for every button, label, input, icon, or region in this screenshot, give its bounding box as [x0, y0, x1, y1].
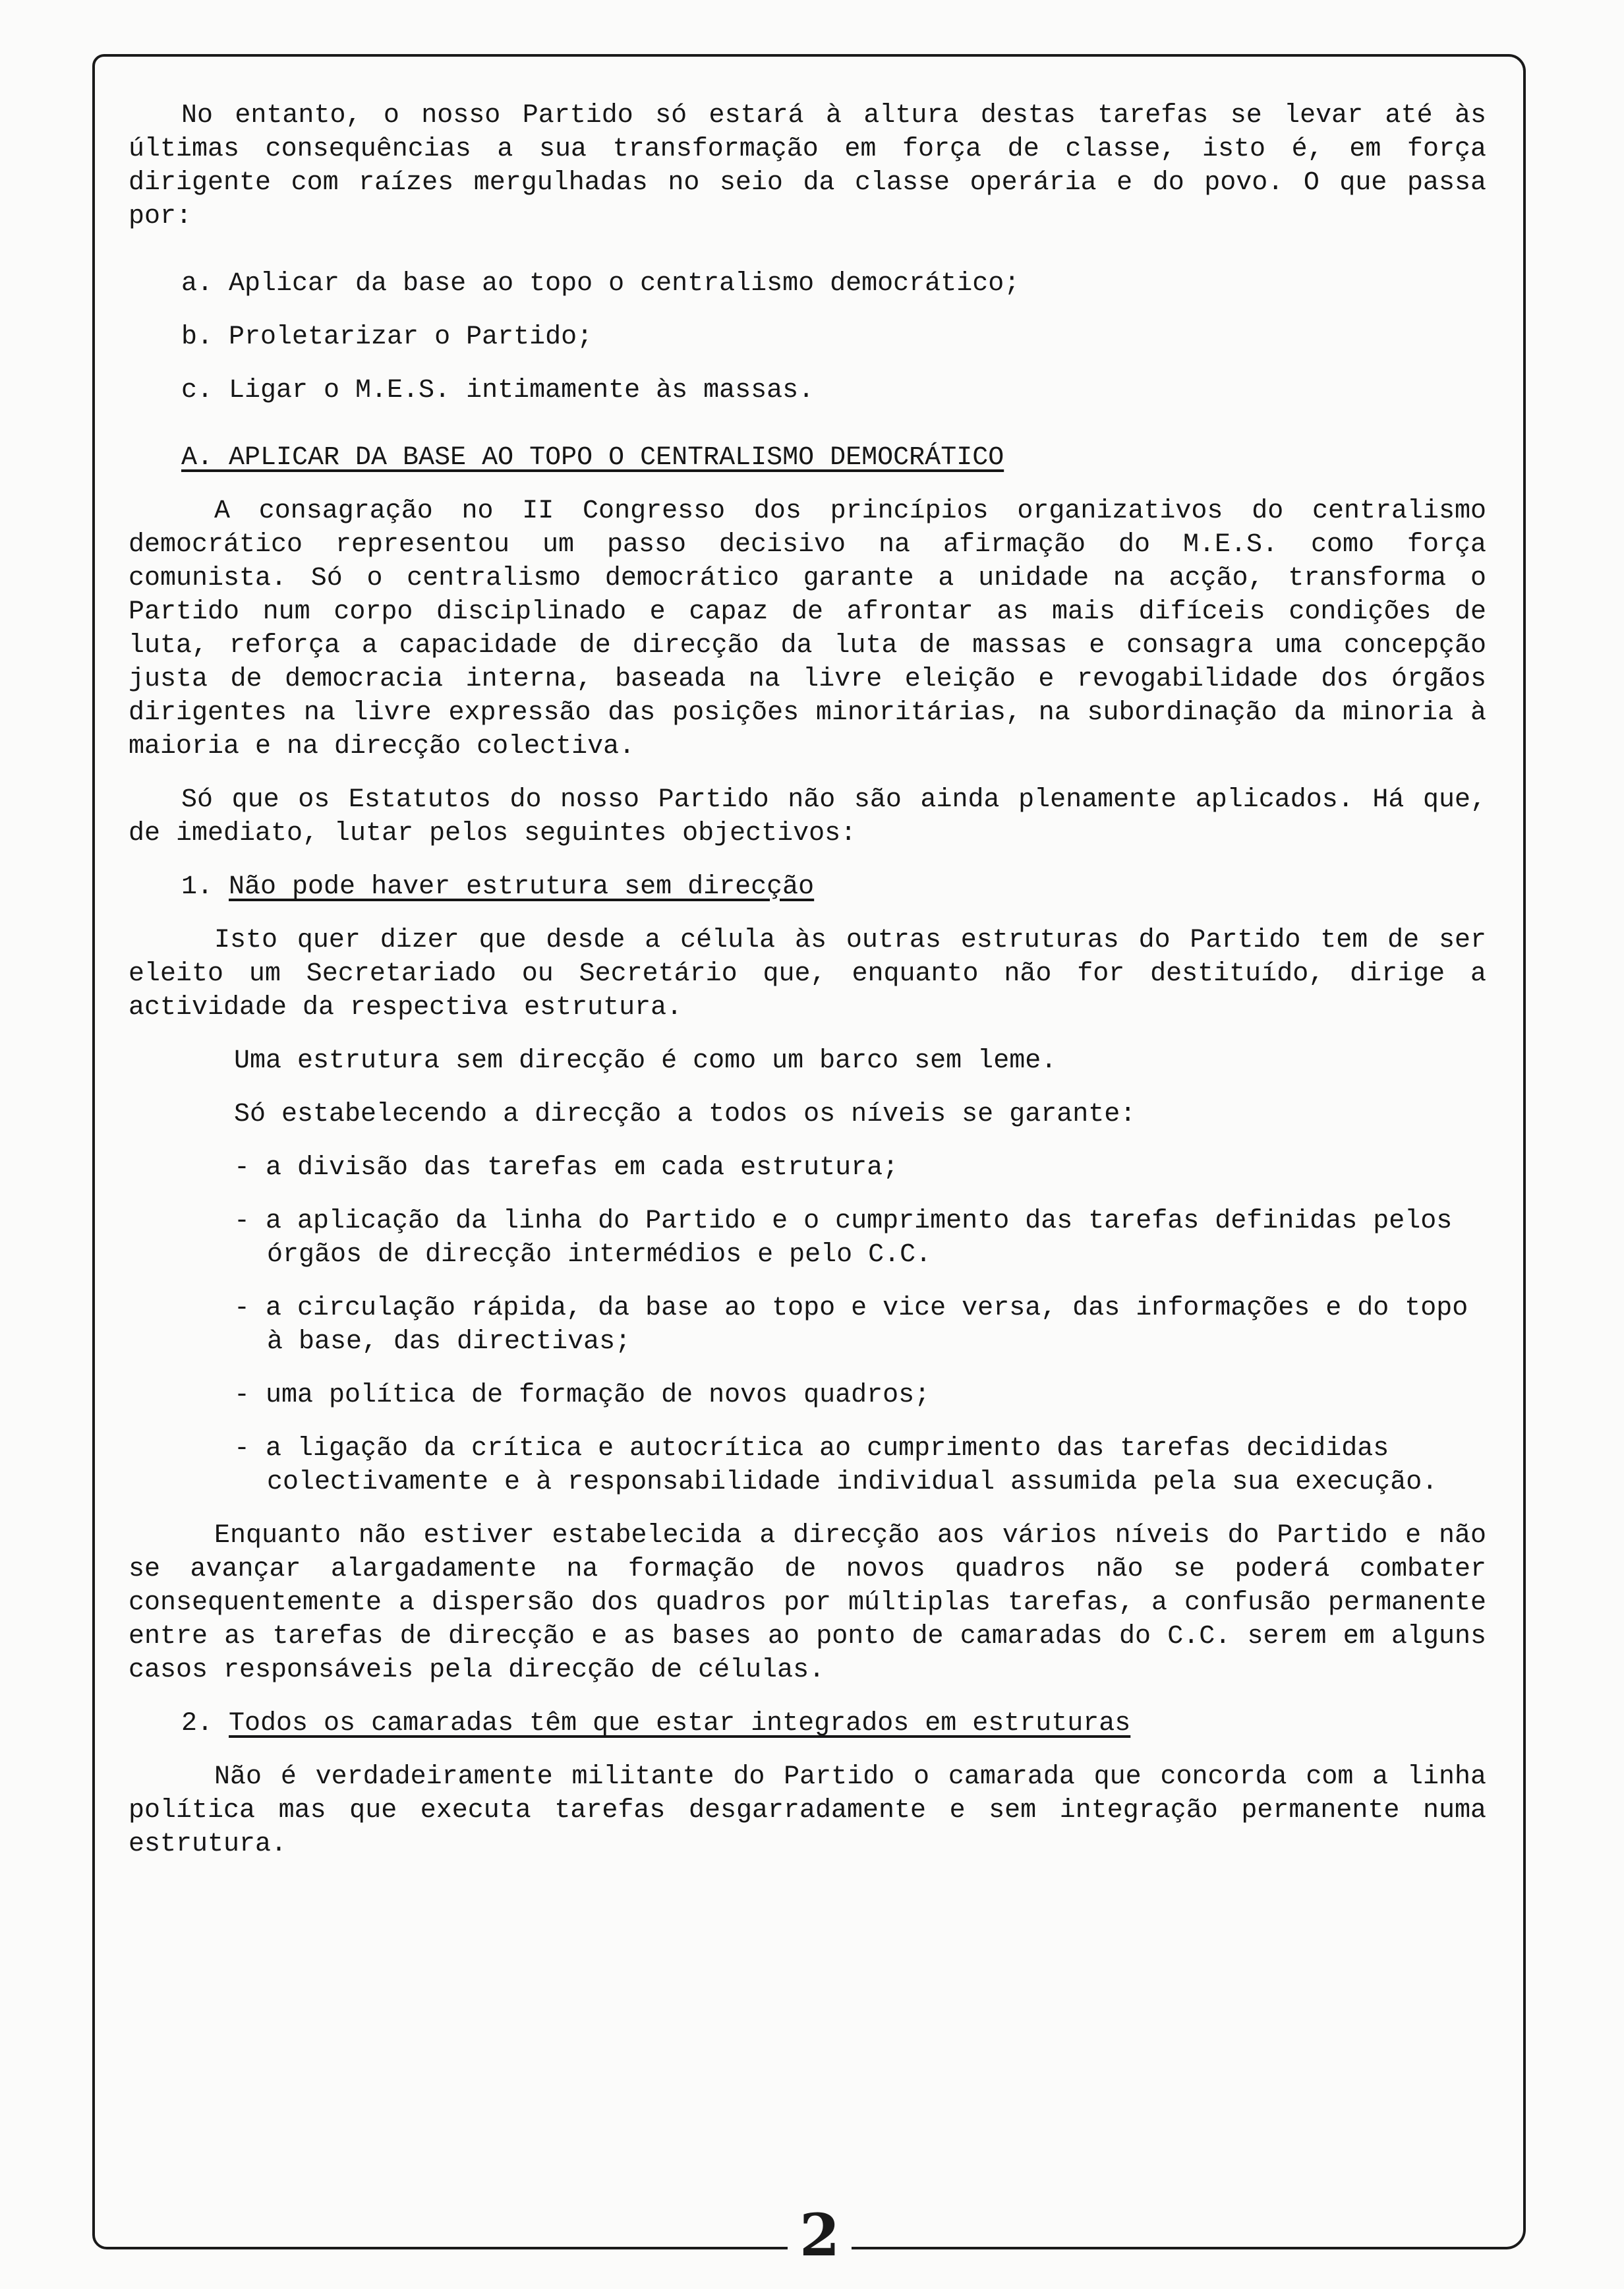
- objective-1-number: 1.: [181, 872, 214, 902]
- objective-1-heading: [129, 870, 1486, 904]
- task-item-b: b. Proletarizar o Partido;: [181, 322, 593, 352]
- objective-1-bullet-5: - a ligação da crítica e autocrítica ao cumprimento das tarefas decididas colectivamente e à responsabilidade individual assumida pela sua execução.: [234, 1434, 1438, 1497]
- objective-1-paragraph-3: Só estabelecendo a direcção a todos os níveis se garante:: [234, 1100, 1136, 1129]
- objective-2-heading: [129, 1707, 1486, 1740]
- section-a-heading-text: A. APLICAR DA BASE AO TOPO O CENTRALISMO DEMOCRÁTICO: [181, 443, 1004, 473]
- objective-1-paragraph-4: Enquanto não estiver estabelecida a direcção aos vários níveis do Partido e não se avançar alargadamente na formação de novos quadros não se poderá combater consequentemente a dispersão dos quadros por múltiplas tarefas, a confusão permanente entre as tarefas de direcção e as bases ao ponto de camaradas do C.C. serem em alguns casos responsáveis pela direcção de células.: [129, 1521, 1486, 1685]
- task-item-c: c. Ligar o M.E.S. intimamente às massas.: [181, 376, 815, 405]
- objective-2-number: 2.: [181, 1709, 214, 1739]
- section-a-heading: [129, 441, 1486, 475]
- objective-1-bullet-4: - uma política de formação de novos quadros;: [234, 1381, 931, 1410]
- page-number: 2: [788, 2202, 852, 2268]
- objective-1-paragraph-2: Uma estrutura sem direcção é como um barco sem leme.: [234, 1046, 1057, 1076]
- document-body: [129, 99, 1486, 1861]
- task-item-a: a. Aplicar da base ao topo o centralismo democrático;: [181, 269, 1020, 299]
- section-a-paragraph-2: Só que os Estatutos do nosso Partido não são ainda plenamente aplicados. Há que, de imediato, lutar pelos seguintes objectivos:: [129, 785, 1486, 848]
- objective-1-paragraph-1: Isto quer dizer que desde a célula às outras estruturas do Partido tem de ser eleito um Secretariado ou Secretário que, enquanto não for destituído, dirige a actividade da respectiva estrutura.: [129, 926, 1486, 1023]
- objective-1-bullet-2: - a aplicação da linha do Partido e o cumprimento das tarefas definidas pelos órgãos de direcção intermédios e pelo C.C.: [234, 1206, 1453, 1270]
- objective-2-title: Todos os camaradas têm que estar integrados em estruturas: [229, 1709, 1131, 1739]
- objective-1-bullet-3: - a circulação rápida, da base ao topo e vice versa, das informações e do topo à base, das directivas;: [234, 1293, 1468, 1357]
- section-a-paragraph-1: A consagração no II Congresso dos princípios organizativos do centralismo democrático representou um passo decisivo na afirmação do M.E.S. como força comunista. Só o centralismo democrático garante a unidade na acção, transforma o Partido num corpo disciplinado e capaz de afrontar as mais difíceis condições de luta, reforça a capacidade de direcção da luta de massas e consagra uma concepção justa de democracia interna, baseada na livre eleição e revogabilidade dos órgãos dirigentes na livre expressão das posições minoritárias, na subordinação da minoria à maioria e na direcção colectiva.: [129, 496, 1486, 761]
- intro-paragraph: No entanto, o nosso Partido só estará à altura destas tarefas se levar até às últimas consequências a sua transformação em força de classe, isto é, em força dirigente com raízes mergulhadas no seio da classe operária e do povo. O que passa por:: [129, 101, 1486, 231]
- objective-1-bullet-1: - a divisão das tarefas em cada estrutura;: [234, 1153, 899, 1183]
- objective-1-title: Não pode haver estrutura sem direcção: [229, 872, 815, 902]
- objective-2-paragraph-1: Não é verdadeiramente militante do Partido o camarada que concorda com a linha política mas que executa tarefas desgarradamente e sem integração permanente numa estrutura.: [129, 1762, 1486, 1859]
